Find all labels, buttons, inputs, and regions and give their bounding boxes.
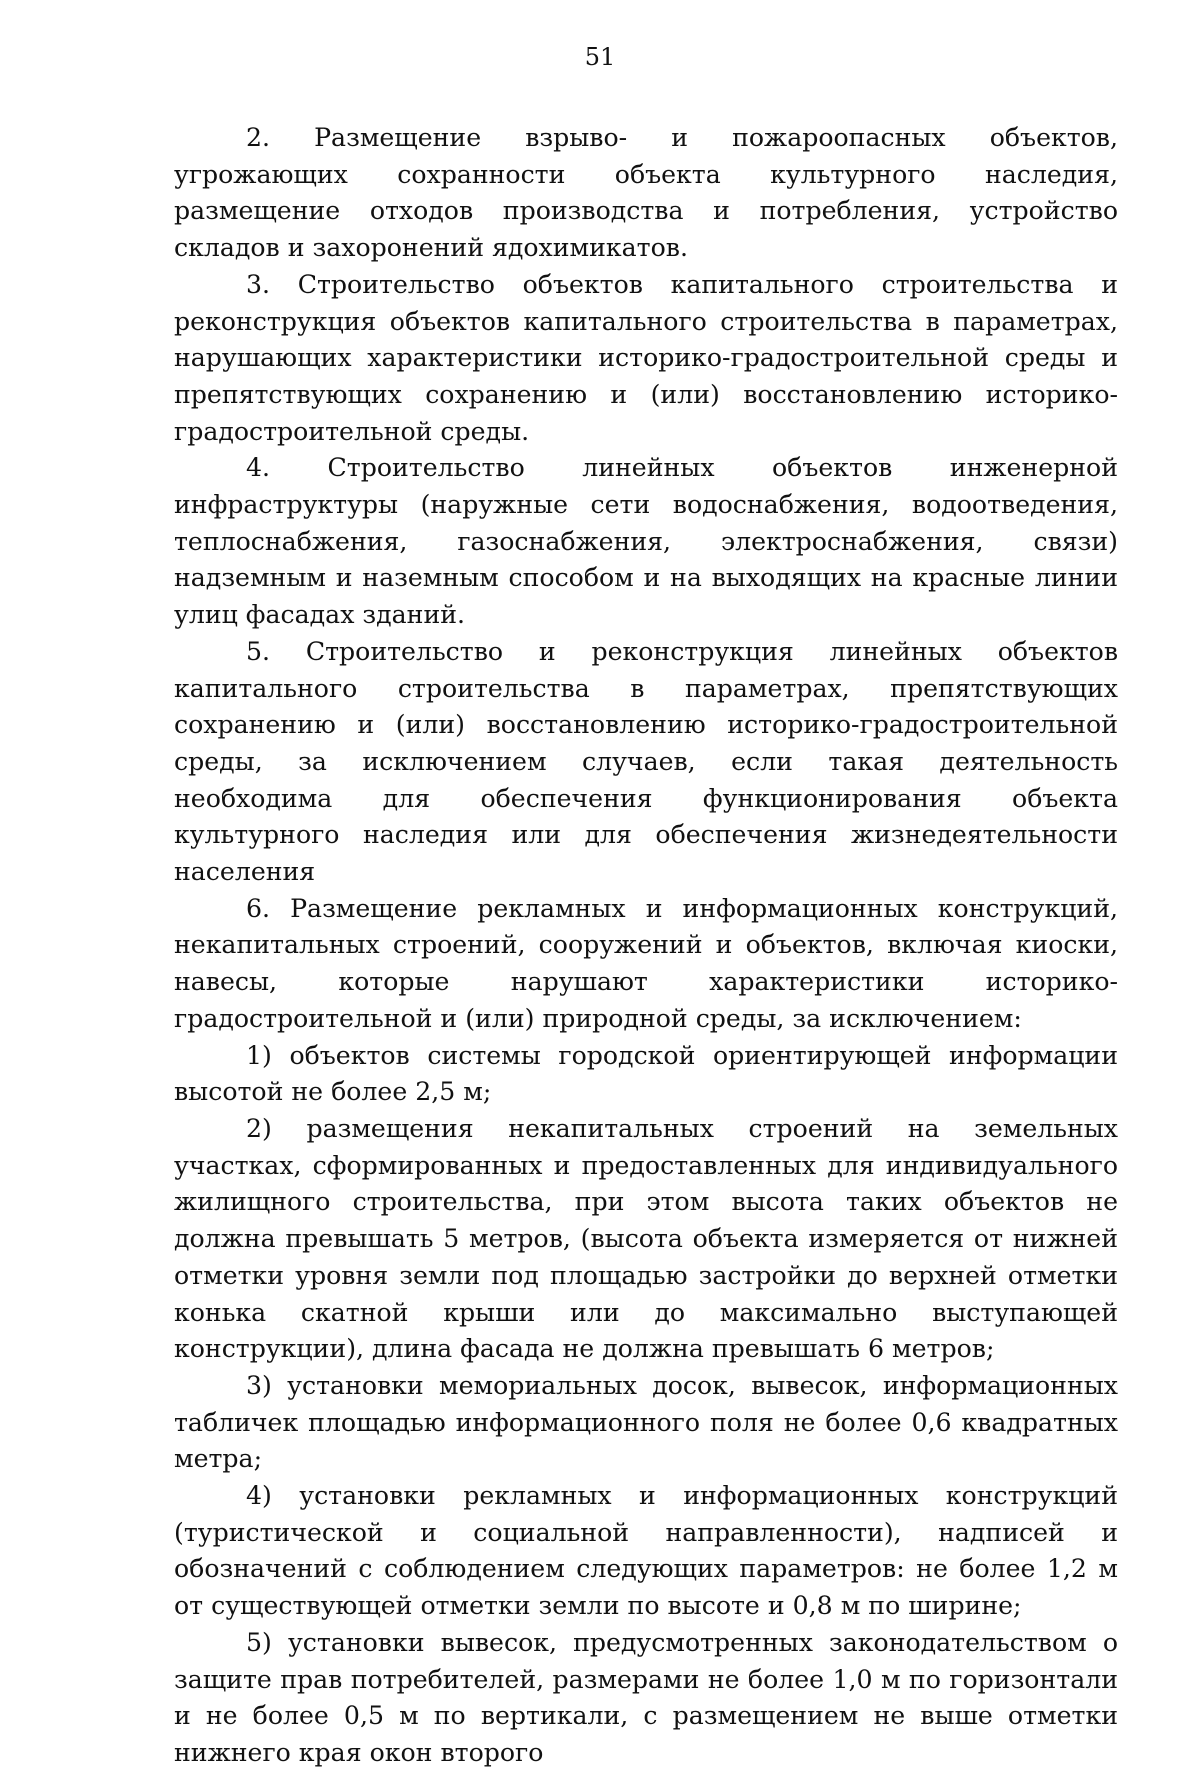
- paragraph-item-4: 4. Строительство линейных объектов инженерной инфраструктуры (наружные сети водоснабжения, водоотведения, теплоснабжения, газоснабжения, электроснабжения, связи) надземным и наземным способом и на выходящих на красные линии улиц фасадах зданий.: [174, 453, 1118, 630]
- paragraph-item-2: 2. Размещение взрыво- и пожароопасных объектов, угрожающих сохранности объекта культурного наследия, размещение отходов производства и потребления, устройство складов и захоронений ядохимикатов.: [174, 123, 1118, 263]
- subitem-5: 5) установки вывесок, предусмотренных законодательством о защите прав потребителей, размерами не более 1,0 м по горизонтали и не более 0,5 м по вертикали, с размещением не выше отметки нижнего края окон второго: [174, 1627, 1118, 1767]
- paragraph-item-3: 3. Строительство объектов капитального строительства и реконструкция объектов капитального строительства в параметрах, нарушающих характеристики историко-градостроительной среды и препятствующих сохранению и (или) восстановлению историко-градостроительной среды.: [174, 269, 1118, 446]
- paragraph-item-5: 5. Строительство и реконструкция линейных объектов капитального строительства в параметрах, препятствующих сохранению и (или) восстановлению историко-градостроительной среды, за исключением случаев, если такая деятельность необходима для обеспечения функционирования объекта культурного наследия или для обеспечения жизнедеятельности населения: [174, 636, 1118, 887]
- subitem-1: 1) объектов системы городской ориентирующей информации высотой не более 2,5 м;: [174, 1040, 1118, 1107]
- subitem-4: 4) установки рекламных и информационных конструкций (туристической и социальной направленности), надписей и обозначений с соблюдением следующих параметров: не более 1,2 м от существующей отметки земли по высоте и 0,8 м по ширине;: [174, 1481, 1118, 1621]
- document-body: [174, 120, 1118, 1772]
- subitem-3: 3) установки мемориальных досок, вывесок, информационных табличек площадью информационного поля не более 0,6 квадратных метра;: [174, 1370, 1118, 1474]
- page-number: 51: [584, 43, 616, 71]
- paragraph-item-6: 6. Размещение рекламных и информационных конструкций, некапитальных строений, сооружений и объектов, включая киоски, навесы, которые нарушают характеристики историко-градостроительной и (или) природной среды, за исключением:: [174, 893, 1118, 1033]
- subitem-2: 2) размещения некапитальных строений на земельных участках, сформированных и предоставленных для индивидуального жилищного строительства, при этом высота таких объектов не должна превышать 5 метров, (высота объекта измеряется от нижней отметки уровня земли под площадью застройки до верхней отметки конька скатной крыши или до максимально выступающей конструкции), длина фасада не должна превышать 6 метров;: [174, 1113, 1118, 1364]
